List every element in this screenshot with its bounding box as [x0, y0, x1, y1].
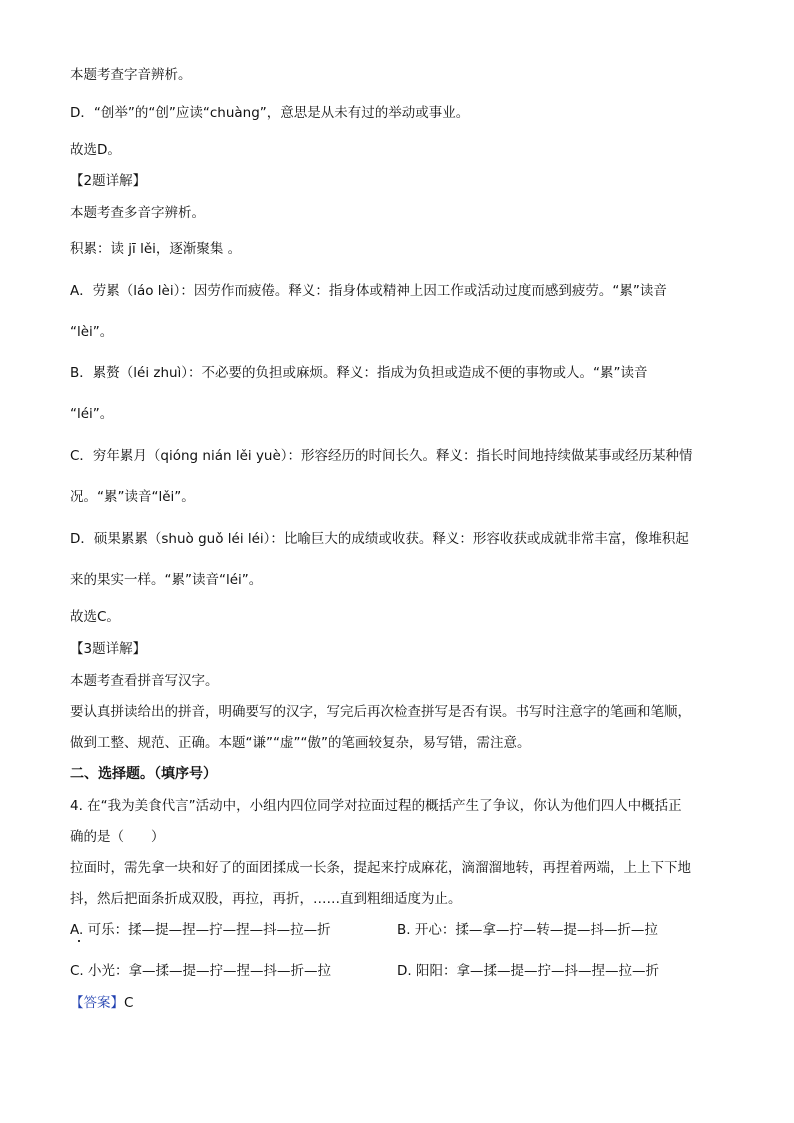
answer-line [70, 994, 133, 1012]
option-b: B. 开心：揉—拿—拧—转—提—抖—折—拉 [397, 922, 658, 938]
text-line: 故选D。 [70, 142, 121, 158]
text-line: D．硕果累累（shuò guǒ léi léi）：比喻巨大的成绩或收获。释义：形容收获或成就非常丰富，像堆积起 [70, 531, 689, 547]
text-line: 况。“累”读音“lěi”。 [70, 489, 195, 505]
text-line: 积累：读 jī lěi，逐渐聚集 。 [70, 241, 242, 257]
text-line: “léi”。 [70, 406, 114, 422]
text-line: D．“创举”的“创”应读“chuàng”，意思是从未有过的举动或事业。 [70, 105, 470, 121]
text-line: “lèi”。 [70, 324, 114, 340]
option-c: C. 小光：拿—揉—提—拧—捏—抖—折—拉 [70, 963, 332, 979]
text-line: C．穷年累月（qióng nián lěi yuè）：形容经历的时间长久。释义：指长时间地持续做某事或经历某种情 [70, 448, 693, 464]
text-line: B．累赘（léi zhuì）：不必要的负担或麻烦。释义：指成为负担或造成不便的事物或人。“累”读音 [70, 365, 648, 381]
stray-dot [78, 940, 80, 942]
section-heading: 【3题详解】 [70, 641, 147, 657]
text-line: A．劳累（láo lèi）：因劳作而疲倦。释义：指身体或精神上因工作或活动过度而感到疲劳。“累”读音 [70, 283, 667, 299]
option-a: A. 可乐：揉—提—捏—拧—捏—抖—拉—折 [70, 922, 331, 938]
answer-label: 【答案】 [70, 995, 124, 1011]
text-line: 做到工整、规范、正确。本题“谦”“虚”“傲”的笔画较复杂，易写错，需注意。 [70, 735, 531, 751]
section-title: 二、选择题。（填序号） [70, 766, 217, 782]
question-passage: 抖，然后把面条折成双股，再拉，再折，……直到粗细适度为止。 [70, 891, 462, 907]
text-line: 本题考查字音辨析。 [70, 67, 192, 83]
option-d: D. 阳阳：拿—揉—提—拧—抖—捏—拉—折 [397, 963, 659, 979]
text-line: 来的果实一样。“累”读音“léi”。 [70, 572, 263, 588]
question-stem: 确的是（ ） [70, 829, 165, 845]
answer-value: C [124, 995, 134, 1011]
question-stem: 4. 在“我为美食代言”活动中，小组内四位同学对拉面过程的概括产生了争议，你认为他们四人中概括正 [70, 798, 682, 814]
text-line: 本题考查看拼音写汉字。 [70, 673, 219, 689]
question-passage: 拉面时，需先拿一块和好了的面团揉成一长条，提起来拧成麻花，滴溜溜地转，再捏着两端，上上下下地 [70, 860, 691, 876]
text-line: 要认真拼读给出的拼音，明确要写的汉字，写完后再次检查拼写是否有误。书写时注意字的笔画和笔顺， [70, 704, 691, 720]
section-heading: 【2题详解】 [70, 173, 147, 189]
text-line: 故选C。 [70, 609, 120, 625]
text-line: 本题考查多音字辨析。 [70, 205, 205, 221]
